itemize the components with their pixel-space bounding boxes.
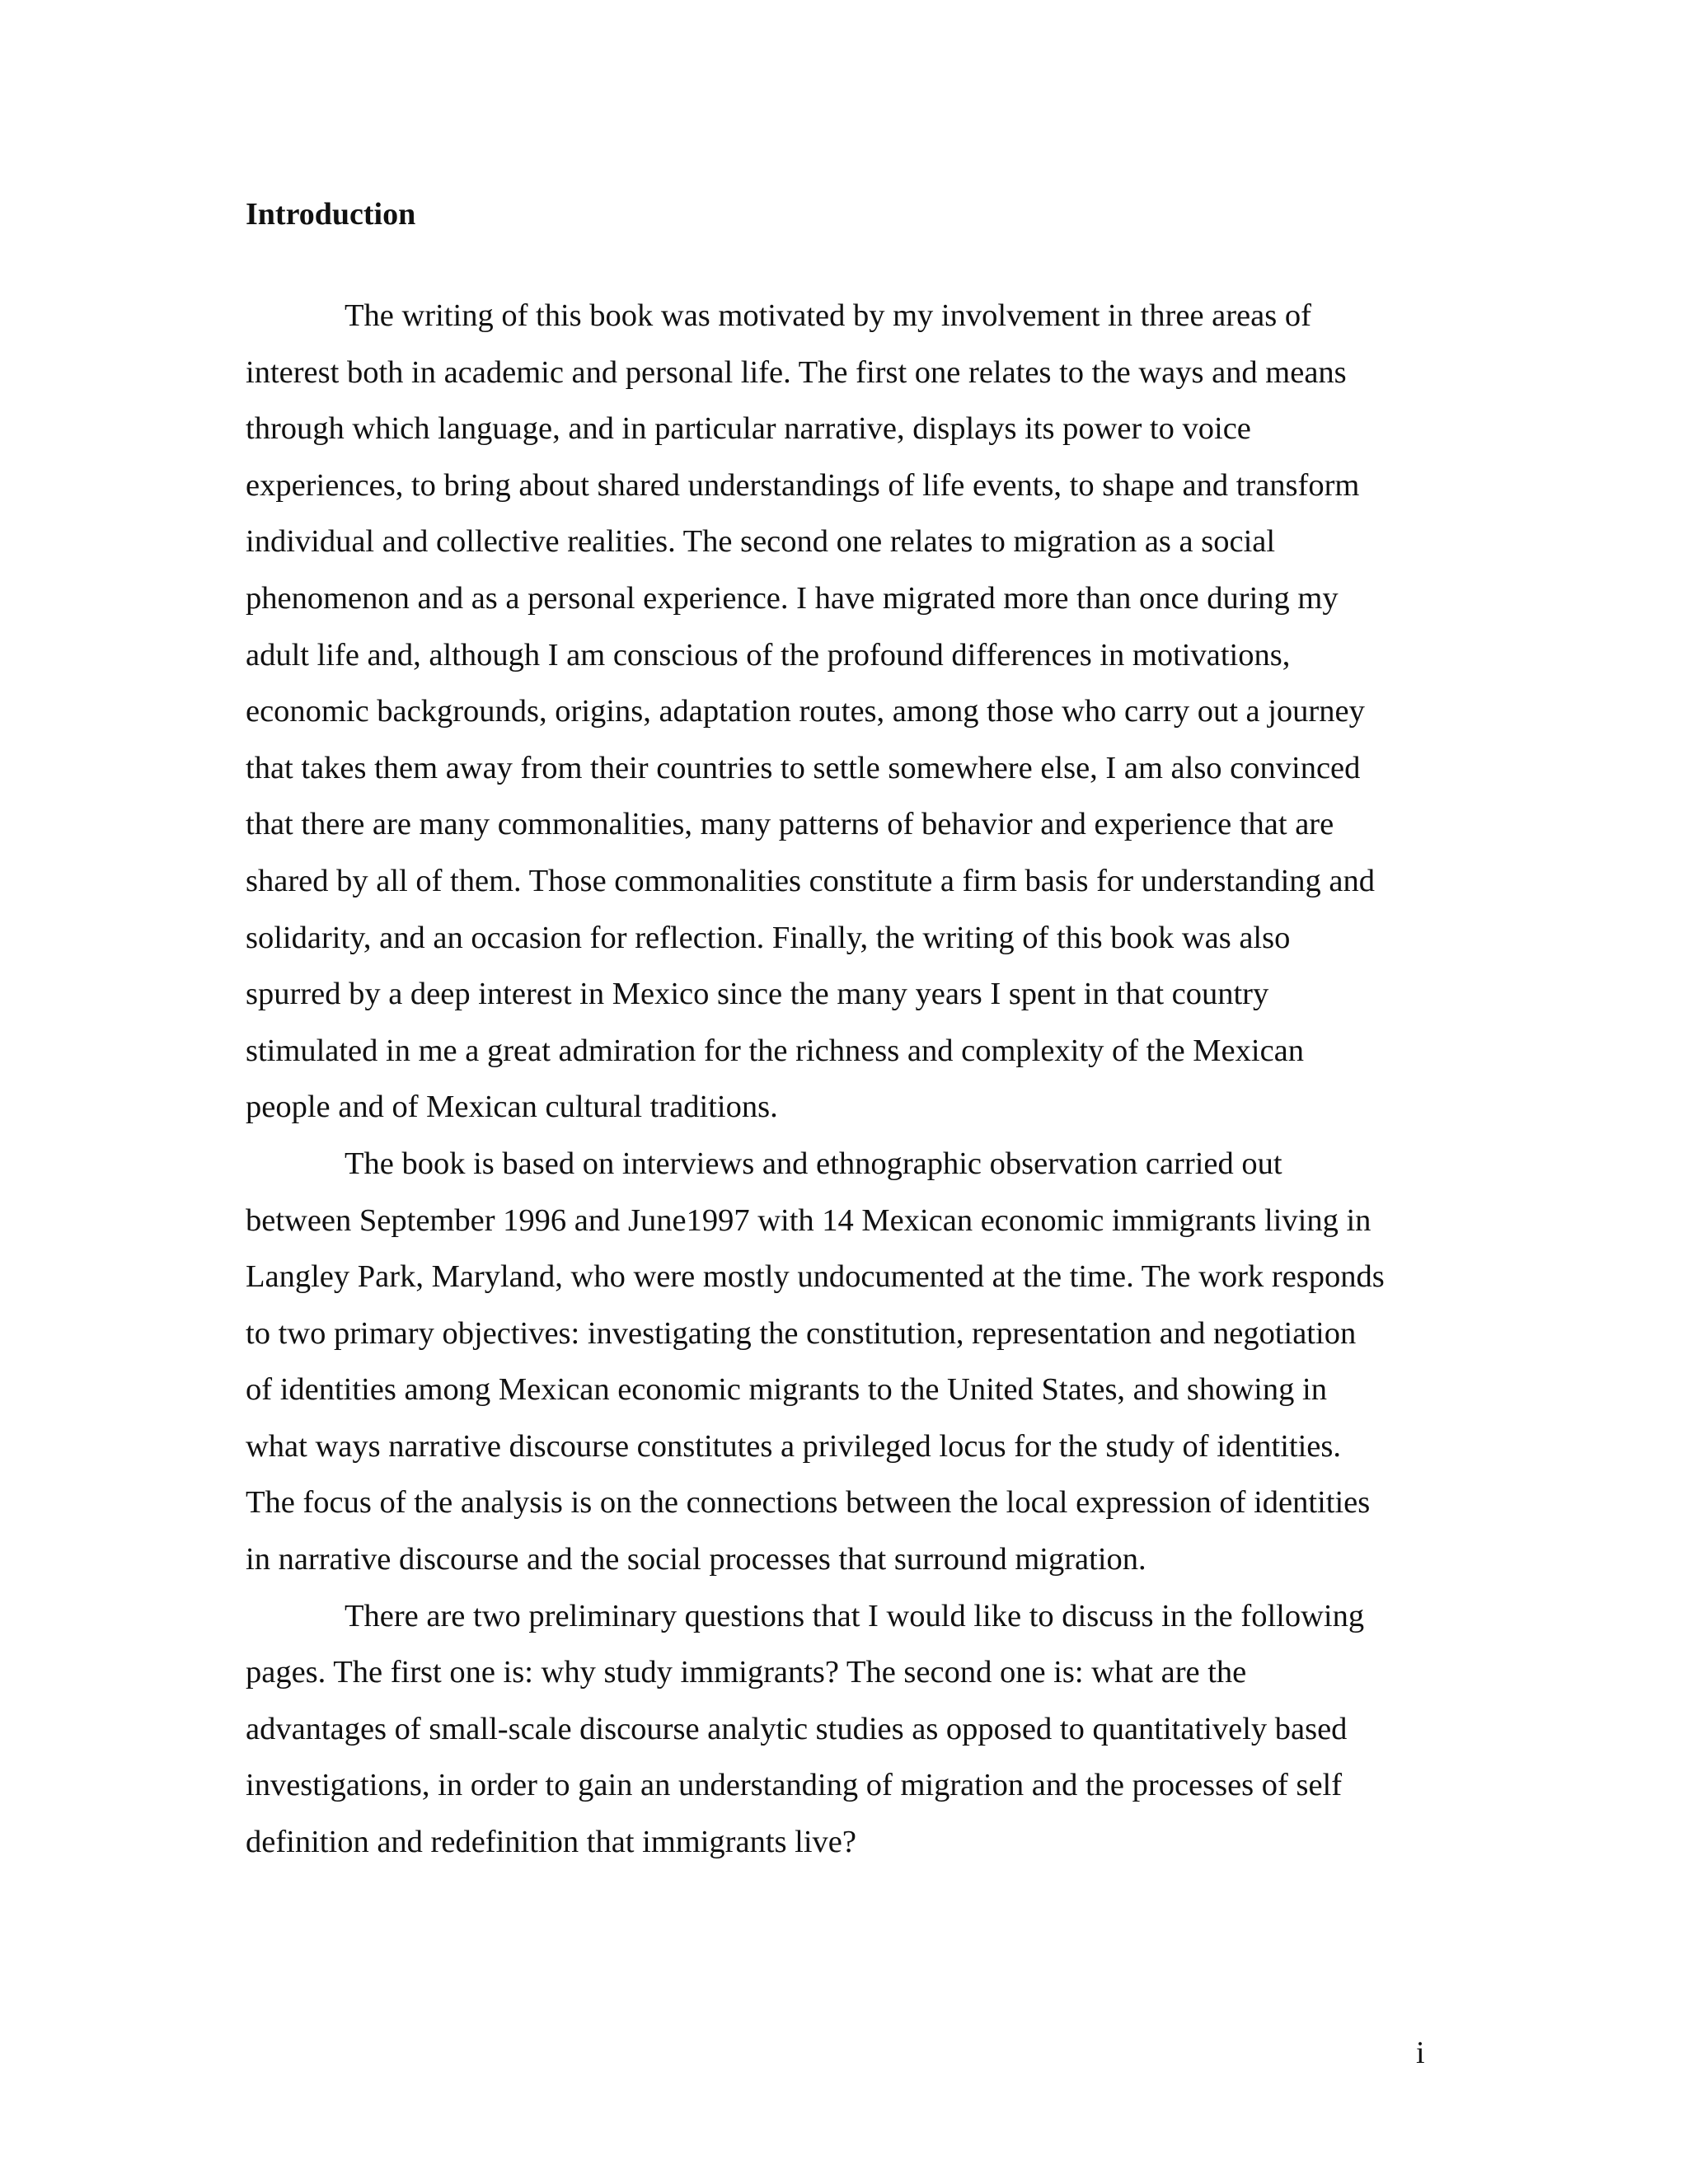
text-line: between September 1996 and June1997 with 14 Mexican economic immigrants living in: [246, 1202, 1372, 1238]
text-line: adult life and, although I am conscious of the profound differences in motivations,: [246, 637, 1291, 673]
text-line: advantages of small-scale discourse analytic studies as opposed to quantitatively based: [246, 1711, 1348, 1746]
text-line: experiences, to bring about shared understandings of life events, to shape and transform: [246, 467, 1360, 503]
text-line: solidarity, and an occasion for reflection. Finally, the writing of this book was also: [246, 920, 1291, 955]
text-line: individual and collective realities. The second one relates to migration as a social: [246, 524, 1276, 560]
text-line: stimulated in me a great admiration for the richness and complexity of the Mexican: [246, 1033, 1304, 1068]
page-number: i: [1416, 2036, 1425, 2070]
text-line: economic backgrounds, origins, adaptation routes, among those who carry out a journey: [246, 694, 1365, 729]
text-line: spurred by a deep interest in Mexico since the many years I spent in that country: [246, 977, 1269, 1012]
text-line: The writing of this book was motivated by my involvement in three areas of: [345, 298, 1311, 333]
text-line: pages. The first one is: why study immigrants? The second one is: what are the: [246, 1655, 1247, 1690]
text-line: that there are many commonalities, many patterns of behavior and experience that are: [246, 807, 1334, 842]
text-line: The book is based on interviews and ethnographic observation carried out: [345, 1146, 1282, 1181]
text-line: phenomenon and as a personal experience. I have migrated more than once during my: [246, 580, 1339, 616]
text-line: There are two preliminary questions that I would like to discuss in the following: [345, 1598, 1365, 1633]
text-line: investigations, in order to gain an understanding of migration and the processes of self: [246, 1768, 1343, 1803]
text-line: what ways narrative discourse constitutes a privileged locus for the study of identities.: [246, 1428, 1341, 1464]
text-line: shared by all of them. Those commonalities constitute a firm basis for understanding and: [246, 863, 1376, 898]
paragraph-1: [246, 288, 1432, 1136]
text-line: Langley Park, Maryland, who were mostly undocumented at the time. The work responds: [246, 1259, 1385, 1295]
text-line: through which language, and in particular narrative, displays its power to voice: [246, 411, 1251, 447]
text-line: definition and redefinition that immigrants live?: [246, 1825, 856, 1860]
text-line: in narrative discourse and the social processes that surround migration.: [246, 1542, 1146, 1577]
section-heading: Introduction: [246, 197, 416, 232]
text-line: people and of Mexican cultural traditions.: [246, 1090, 778, 1125]
text-line: The focus of the analysis is on the connections between the local expression of identities: [246, 1485, 1371, 1521]
text-line: of identities among Mexican economic migrants to the United States, and showing in: [246, 1372, 1327, 1408]
text-line: to two primary objectives: investigating the constitution, representation and negotiation: [246, 1315, 1357, 1351]
paragraph-2: [246, 1136, 1432, 1588]
text-line: that takes them away from their countries to settle somewhere else, I am also convinced: [246, 750, 1361, 785]
text-line: interest both in academic and personal life. The first one relates to the ways and means: [246, 354, 1347, 390]
body-text: [246, 288, 1432, 1871]
paragraph-3: [246, 1588, 1432, 1871]
